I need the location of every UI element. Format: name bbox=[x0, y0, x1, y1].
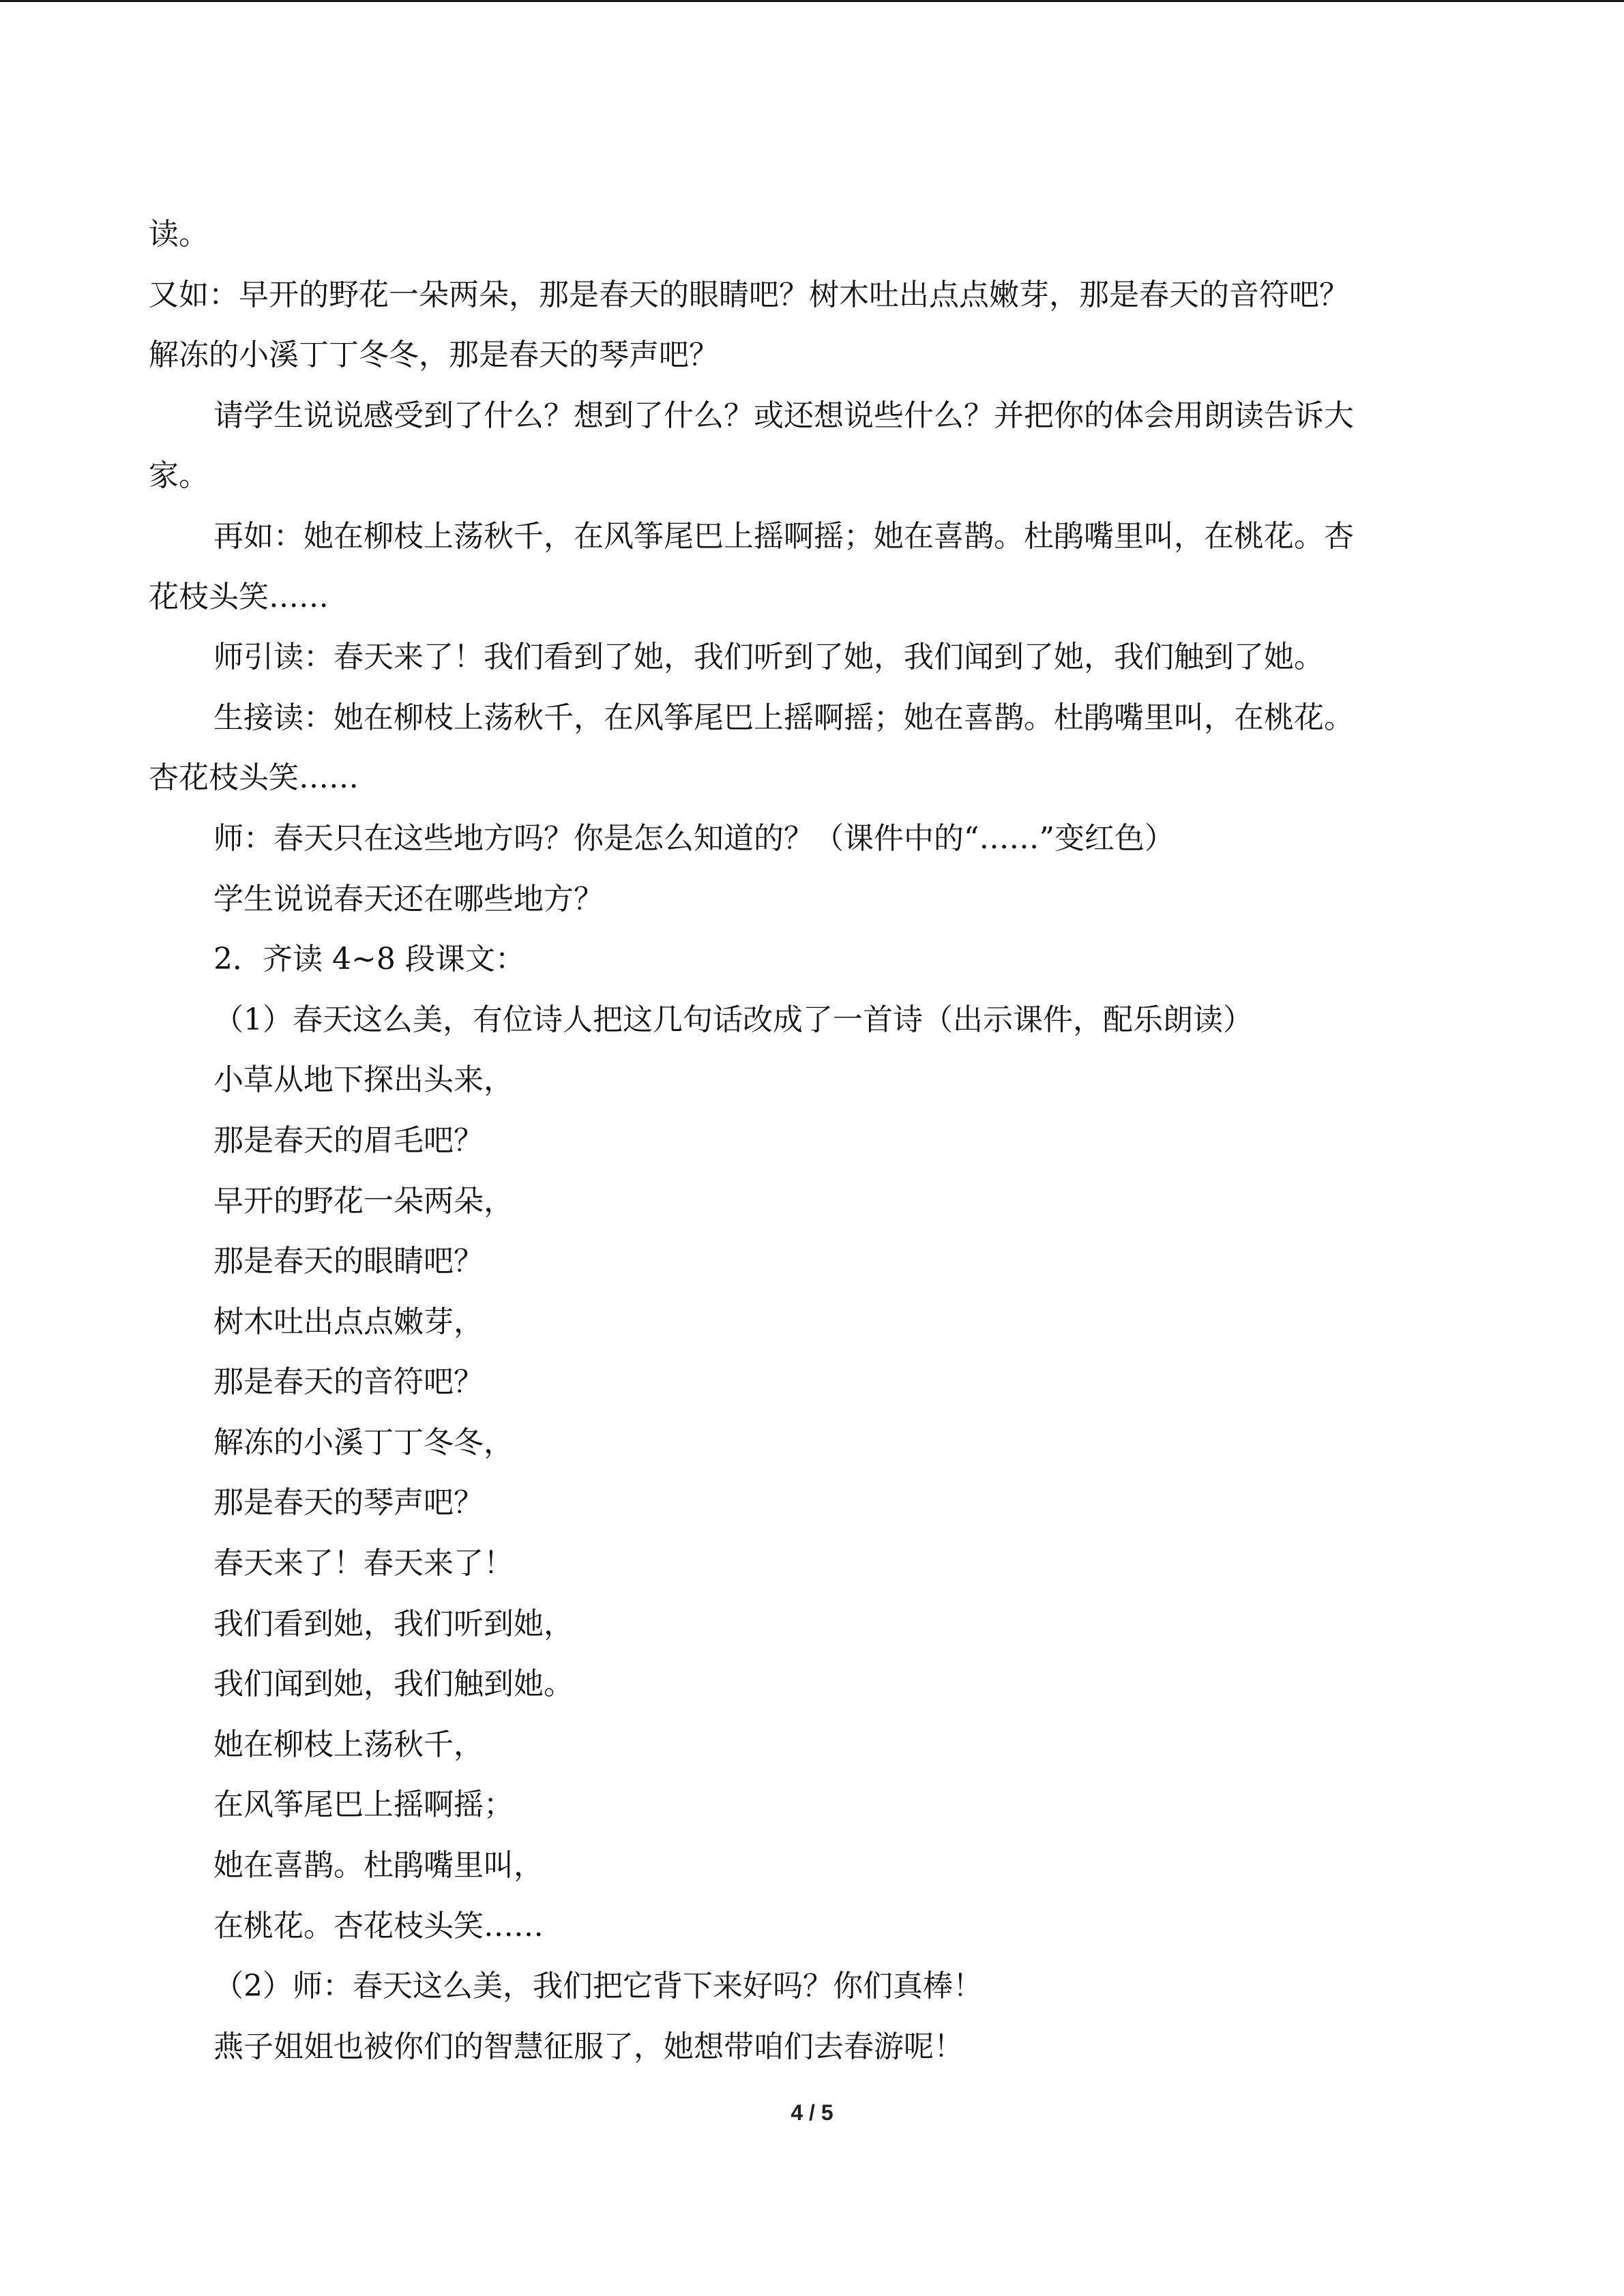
poem-line: 她在喜鹊。杜鹃嘴里叫， bbox=[213, 1848, 544, 1883]
page-number: 4 / 5 bbox=[791, 2100, 833, 2125]
text-line: 解冻的小溪丁丁冬冬，那是春天的琴声吧？ bbox=[149, 338, 719, 373]
text-line: 读。 bbox=[149, 217, 209, 252]
poem-line: 在桃花。杏花枝头笑…… bbox=[213, 1908, 544, 1943]
top-border-line bbox=[0, 0, 1624, 2]
text-line: （1）春天这么美，有位诗人把这几句话改成了一首诗（出示课件，配乐朗读） bbox=[213, 1002, 1253, 1037]
text-line: 师引读：春天来了！我们看到了她，我们听到了她，我们闻到了她，我们触到了她。 bbox=[213, 640, 1324, 675]
poem-line: 解冻的小溪丁丁冬冬， bbox=[213, 1425, 514, 1460]
poem-line: 那是春天的音符吧？ bbox=[213, 1365, 484, 1400]
text-line: 请学生说说感受到了什么？想到了什么？或还想说些什么？并把你的体会用朗读告诉大 bbox=[213, 398, 1354, 433]
text-line: 花枝头笑…… bbox=[149, 579, 329, 614]
poem-line: 那是春天的眼睛吧？ bbox=[213, 1244, 484, 1279]
poem-line: 那是春天的琴声吧？ bbox=[213, 1485, 484, 1521]
poem-line: 在风筝尾巴上摇啊摇； bbox=[213, 1787, 514, 1823]
text-line: 又如：早开的野花一朵两朵，那是春天的眼睛吧？树木吐出点点嫩芽，那是春天的音符吧？ bbox=[149, 277, 1349, 312]
section-heading: 2．齐读 4~8 段课文： bbox=[213, 942, 525, 977]
text-line: 学生说说春天还在哪些地方？ bbox=[213, 881, 604, 916]
text-line: 杏花枝头笑…… bbox=[149, 760, 359, 796]
poem-line: 早开的野花一朵两朵， bbox=[213, 1183, 514, 1219]
poem-line: 我们看到她，我们听到她， bbox=[213, 1606, 574, 1641]
poem-line: 我们闻到她，我们触到她。 bbox=[213, 1667, 574, 1702]
poem-line: 春天来了！春天来了！ bbox=[213, 1546, 514, 1581]
text-line: 生接读：她在柳枝上荡秋千，在风筝尾巴上摇啊摇；她在喜鹊。杜鹃嘴里叫，在桃花。 bbox=[213, 700, 1354, 735]
poem-line: 树木吐出点点嫩芽， bbox=[213, 1304, 484, 1339]
poem-line: 她在柳枝上荡秋千， bbox=[213, 1727, 484, 1762]
text-line: 师：春天只在这些地方吗？你是怎么知道的？（课件中的“……”变红色） bbox=[213, 820, 1175, 856]
poem-line: 小草从地下探出头来， bbox=[213, 1062, 514, 1098]
document-body bbox=[149, 205, 1462, 2077]
poem-line: 那是春天的眉毛吧？ bbox=[213, 1122, 484, 1158]
text-line: 燕子姐姐也被你们的智慧征服了，她想带咱们去春游呢！ bbox=[213, 2029, 964, 2064]
text-line: 再如：她在柳枝上荡秋千，在风筝尾巴上摇啊摇；她在喜鹊。杜鹃嘴里叫，在桃花。杏 bbox=[213, 518, 1354, 554]
text-line: （2）师：春天这么美，我们把它背下来好吗？你们真棒！ bbox=[213, 1969, 983, 2004]
text-line: 家。 bbox=[149, 458, 209, 494]
